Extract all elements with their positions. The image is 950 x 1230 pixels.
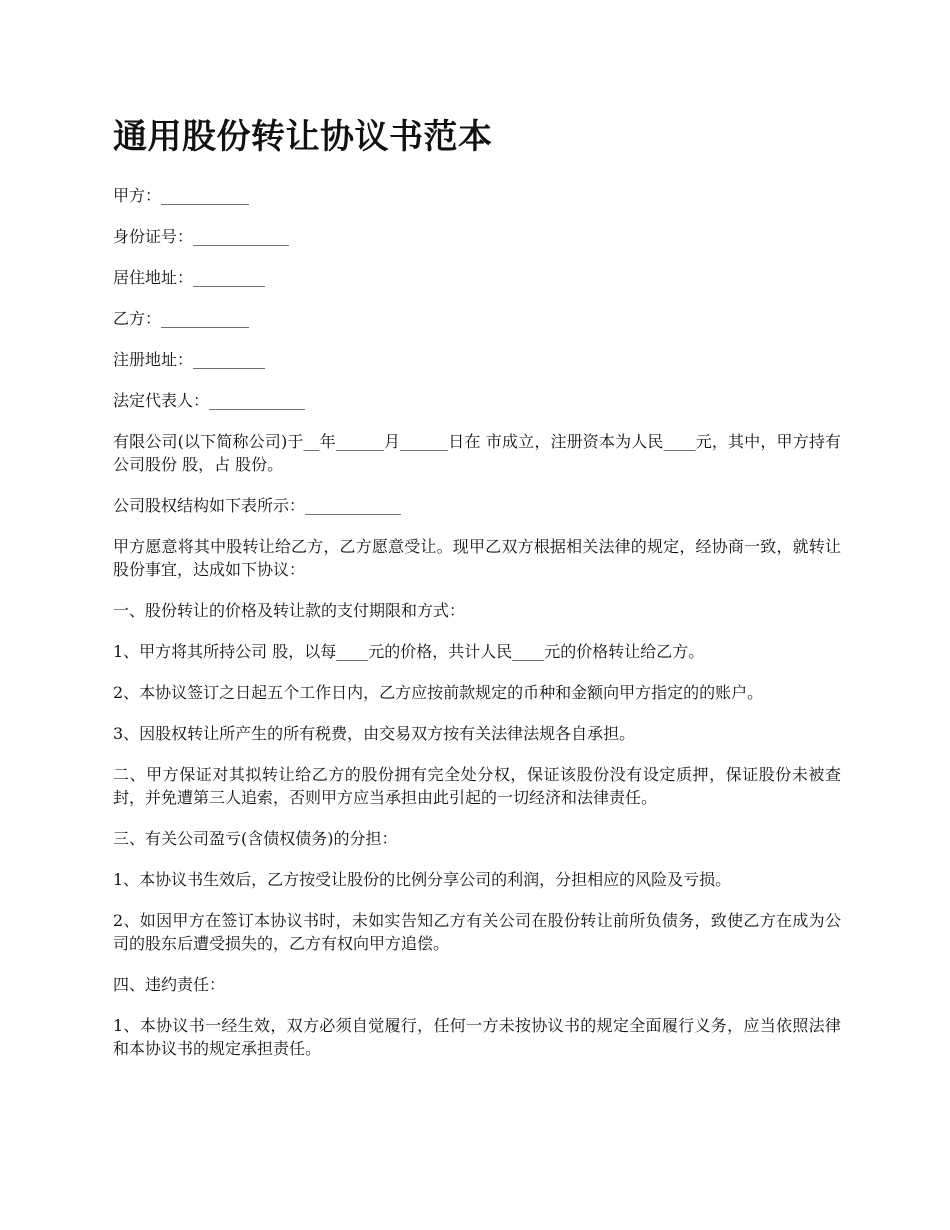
party-b-field: 乙方：___________: [113, 309, 250, 328]
section-1-clause-3: 3、因股权转让所产生的所有税费，由交易双方按有关法律法规各自承担。: [113, 724, 636, 743]
equity-structure-paragraph: 公司股权结构如下表所示：____________: [113, 496, 402, 515]
party-a-field: 甲方：___________: [113, 186, 250, 205]
section-4-clause-1: 1、本协议书一经生效，双方必须自觉履行，任何一方未按协议书的规定全面履行义务，应当依照法律和本协议书的规定承担责任。: [113, 1016, 841, 1058]
document-title: 通用股份转让协议书范本: [113, 117, 493, 157]
legal-representative-field: 法定代表人：____________: [113, 391, 306, 410]
intent-paragraph: 甲方愿意将其中股转让给乙方，乙方愿意受让。现甲乙双方根据相关法律的规定，经协商一致，就转让股份事宜，达成如下协议：: [113, 537, 841, 579]
section-3-clause-2: 2、如因甲方在签订本协议书时，未如实告知乙方有关公司在股份转让前所负债务，致使乙方在成为公司的股东后遭受损失的，乙方有权向甲方追偿。: [113, 911, 841, 953]
registered-address-field: 注册地址：_________: [113, 350, 266, 369]
section-1-clause-1: 1、甲方将其所持公司 股，以每____元的价格，共计人民____元的价格转让给乙方。: [113, 642, 705, 661]
section-2-paragraph: 二、甲方保证对其拟转让给乙方的股份拥有完全处分权，保证该股份没有设定质押，保证股份未被查封，并免遭第三人追索，否则甲方应当承担由此引起的一切经济和法律责任。: [113, 765, 841, 807]
section-3-clause-1: 1、本协议书生效后，乙方按受让股份的比例分享公司的利润，分担相应的风险及亏损。: [113, 870, 732, 889]
section-3-heading: 三、有关公司盈亏(含债权债务)的分担：: [113, 829, 398, 848]
section-4-heading: 四、违约责任：: [113, 975, 226, 994]
document-page: [113, 112, 841, 1078]
id-number-field: 身份证号：____________: [113, 227, 290, 246]
section-1-heading: 一、股份转让的价格及转让款的支付期限和方式：: [113, 601, 466, 620]
company-info-paragraph: 有限公司(以下简称公司)于__年______月______日在 市成立，注册资本为人民____元，其中，甲方持有公司股份 股，占 股份。: [113, 432, 841, 474]
section-1-clause-2: 2、本协议签订之日起五个工作日内，乙方应按前款规定的币种和金额向甲方指定的的账户。: [113, 683, 764, 702]
residence-address-field: 居住地址：_________: [113, 268, 266, 287]
